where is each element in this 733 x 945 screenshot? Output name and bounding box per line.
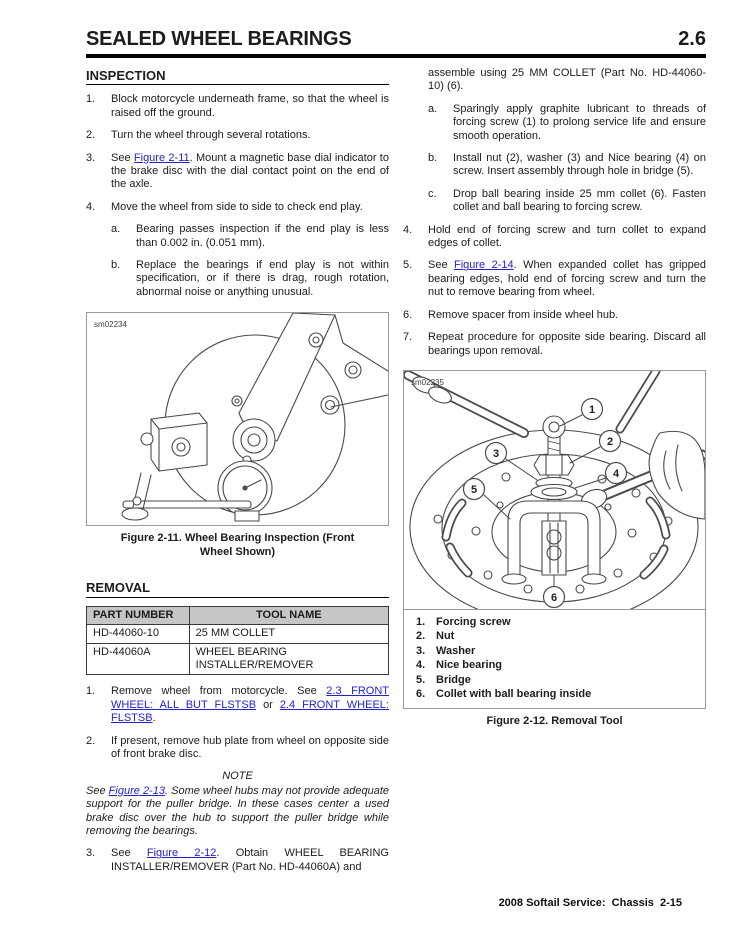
sub-list-item [111, 223, 389, 250]
list-text: Drop ball bearing inside 25 mm collet (6). Fasten collet and ball bearing to forcing screw. [453, 187, 706, 214]
list-number: 1. [86, 685, 96, 698]
list-item [86, 93, 389, 120]
text-segment: See [111, 847, 147, 860]
continuation-paragraph: assemble using 25 MM COLLET (Part No. HD-44060-10) (6). [428, 67, 706, 93]
forcing-screw-head [543, 416, 565, 438]
text-segment: . [152, 712, 156, 725]
figure-2-11-illustration [87, 313, 388, 525]
part-number-cell: HD-44060A [87, 643, 190, 675]
callout-2: 2 [606, 435, 614, 448]
callout-3: 3 [492, 447, 500, 460]
list-text [111, 685, 389, 725]
list-item [403, 331, 706, 358]
legend-number: 6. [416, 688, 426, 701]
sub-list-item [111, 259, 389, 299]
list-item [403, 224, 706, 251]
sub-list-item [428, 152, 706, 179]
text-segment: See [111, 151, 134, 164]
list-letter: a. [111, 223, 121, 236]
figure-2-12-legend [404, 609, 705, 708]
list-text: If present, remove hub plate from wheel on opposite side of front brake disc. [111, 734, 389, 760]
list-item [403, 309, 706, 322]
list-letter: c. [428, 187, 437, 200]
list-item [86, 129, 389, 142]
list-number: 5. [403, 259, 413, 272]
legend-number: 2. [416, 630, 426, 643]
list-text [428, 259, 706, 299]
collet [542, 521, 566, 575]
part-number-cell: HD-44060-10 [87, 625, 190, 643]
list-number: 4. [86, 200, 96, 213]
legend-item [416, 629, 697, 644]
legend-text: Bridge [436, 673, 471, 686]
list-text: Install nut (2), washer (3) and Nice bearing (4) on screw. Insert assembly through hole in bridge (5). [453, 152, 706, 178]
list-letter: b. [428, 152, 438, 165]
list-text: Sparingly apply graphite lubricant to threads of forcing screw (1) to prolong service life and ensure smooth operation. [453, 102, 706, 142]
figure-2-12-illustration [404, 371, 705, 609]
front-wheel-flstsb-link[interactable]: 2.4 FRONT WHEEL: FLSTSB [111, 698, 389, 725]
text-segment: See [428, 259, 454, 272]
legend-text: Nice bearing [436, 659, 503, 672]
tool-name-cell: WHEEL BEARING INSTALLER/REMOVER [189, 643, 388, 675]
removal-heading: REMOVAL [86, 581, 389, 597]
list-item [86, 152, 389, 192]
list-number: 1. [86, 93, 96, 106]
right-column [403, 67, 706, 883]
legend-item [416, 615, 697, 630]
tools-table [86, 606, 389, 676]
figure-2-11-caption: Figure 2-11. Wheel Bearing Inspection (Front Wheel Shown) [120, 532, 355, 558]
list-text: Replace the bearings if end play is not within specification, or if there is drag, rough rotation, abnormal noise or anything unusual. [136, 259, 389, 298]
legend-text: Nut [436, 630, 455, 643]
figure-2-12-caption: Figure 2-12. Removal Tool [486, 714, 623, 727]
figure-2-11-frame [86, 312, 389, 526]
note-body [86, 785, 389, 839]
figure-2-12 [403, 370, 706, 729]
legend-number: 4. [416, 659, 426, 672]
list-item [403, 259, 706, 299]
text-segment: . Some wheel hubs may not provide adequate support for the puller bridge. In these cases center a used brake disc over the hub to support the puller bridge while removing the bearings. [86, 784, 389, 837]
list-text: Repeat procedure for opposite side bearing. Discard all bearings upon removal. [428, 331, 706, 357]
masthead-rule [86, 54, 706, 58]
tool-name-cell: 25 MM COLLET [189, 625, 388, 643]
legend-number: 1. [416, 615, 426, 628]
page-title: SEALED WHEEL BEARINGS [86, 28, 352, 50]
sub-list-item [428, 188, 706, 215]
list-text: Bearing passes inspection if the end play is less than 0.002 in. (0.051 mm). [136, 223, 389, 249]
wrench-and-hand [579, 371, 705, 519]
nice-bearing [531, 484, 577, 499]
text-segment: . Obtain WHEEL BEARING INSTALLER/REMOVER (Part No. HD-44060A) and [111, 847, 389, 873]
list-item [86, 735, 389, 762]
list-number: 3. [86, 151, 96, 164]
column-header-tool-name: TOOL NAME [189, 606, 388, 624]
list-item [86, 847, 389, 874]
masthead [86, 28, 706, 51]
callout-1: 1 [588, 403, 596, 416]
table-row [87, 625, 389, 643]
list-item [86, 201, 389, 214]
list-text: Block motorcycle underneath frame, so that the wheel is raised off the ground. [111, 93, 389, 119]
figure-2-14-link[interactable]: Figure 2-14 [454, 259, 514, 272]
list-number: 6. [403, 308, 413, 321]
list-text: Turn the wheel through several rotations. [111, 129, 311, 142]
axle-end [233, 419, 275, 461]
figure-2-12-frame [403, 370, 706, 709]
list-number: 2. [86, 734, 96, 747]
legend-number: 5. [416, 673, 426, 686]
text-segment: . When expanded collet has gripped bearing edges, hold end of forcing screw and turn the nut to remove bearing from wheel. [428, 259, 706, 299]
nut [534, 455, 574, 475]
inspection-heading: INSPECTION [86, 69, 389, 85]
figure-2-11-link[interactable]: Figure 2-11 [133, 151, 190, 164]
page-footer: 2008 Softail Service: Chassis 2-15 [498, 897, 682, 909]
list-text: Remove spacer from inside wheel hub. [428, 308, 619, 321]
section-number: 2.6 [678, 28, 706, 50]
callout-4: 4 [612, 467, 620, 480]
legend-item [416, 687, 697, 702]
list-text: Hold end of forcing screw and turn collet to expand edges of collet. [428, 223, 706, 250]
magnetic-base-block [141, 413, 207, 471]
note-heading: NOTE [222, 770, 253, 783]
table-row [87, 643, 389, 675]
list-text: Move the wheel from side to side to check end play. [111, 200, 363, 213]
text-segment: Remove wheel from motorcycle. See [111, 685, 327, 698]
legend-text: Collet with ball bearing inside [436, 688, 592, 701]
text-segment: See [86, 784, 109, 797]
legend-item [416, 644, 697, 659]
list-letter: b. [111, 259, 121, 272]
list-number: 7. [403, 331, 413, 344]
legend-text: Washer [436, 644, 476, 657]
figure-image-label: sm02234 [94, 320, 127, 330]
list-number: 4. [403, 223, 413, 236]
list-letter: a. [428, 102, 438, 115]
callout-5: 5 [470, 483, 478, 496]
left-column [86, 67, 389, 883]
list-number: 2. [86, 129, 96, 142]
list-text [111, 152, 389, 192]
figure-2-11 [86, 312, 389, 559]
callout-6: 6 [550, 591, 558, 604]
front-wheel-all-but-flstsb-link[interactable]: 2.3 FRONT WHEEL: ALL BUT FLSTSB [111, 685, 389, 711]
legend-item [416, 658, 697, 673]
legend-item [416, 673, 697, 688]
legend-text: Forcing screw [436, 615, 511, 628]
legend-number: 3. [416, 644, 426, 657]
figure-2-12-link[interactable]: Figure 2-12 [146, 847, 217, 860]
table-header-row [87, 606, 389, 624]
figure-image-label: sm02235 [411, 377, 444, 387]
list-item [86, 685, 389, 725]
figure-2-13-link[interactable]: Figure 2-13 [108, 784, 165, 797]
text-segment: or [256, 698, 280, 711]
column-header-part-number: PART NUMBER [87, 606, 190, 624]
list-number: 3. [86, 847, 96, 860]
list-text [111, 847, 389, 874]
sub-list-item [428, 103, 706, 143]
text-segment: . Mount a magnetic base dial indicator to the brake disc with the dial contact point on the end of the axle. [111, 151, 389, 191]
